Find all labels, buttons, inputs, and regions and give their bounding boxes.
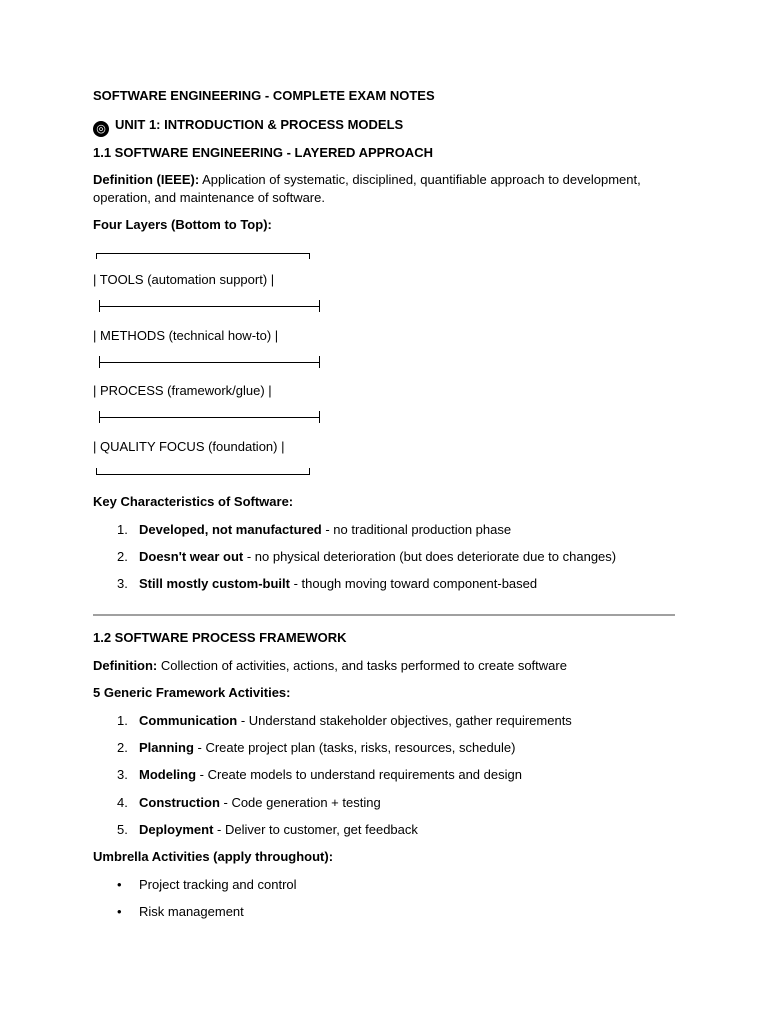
- target-icon: ◎: [93, 121, 109, 137]
- list-item-text: - no traditional production phase: [321, 522, 512, 537]
- box-bottom-border: [96, 474, 310, 475]
- box-separator-right: [319, 356, 320, 368]
- definition-line-2: operation, and maintenance of software.: [93, 190, 325, 205]
- list-number: 1.: [117, 713, 128, 728]
- definition-label: Definition (IEEE):: [93, 172, 200, 187]
- list-item-term: Communication: [139, 713, 238, 728]
- box-separator: [100, 362, 320, 363]
- list-item-text: - though moving toward component-based: [289, 576, 538, 591]
- list-item: [117, 549, 616, 565]
- layer-process: | PROCESS (framework/glue) |: [93, 383, 272, 398]
- list-item: [117, 576, 537, 592]
- bullet-item: [117, 877, 297, 893]
- box-top-left-corner: [96, 253, 97, 259]
- list-item: [117, 822, 418, 838]
- box-top-right-corner: [309, 253, 310, 259]
- activities-heading: 5 Generic Framework Activities:: [93, 685, 291, 700]
- box-separator-left: [99, 411, 100, 423]
- list-item: [117, 767, 522, 783]
- box-top-border: [96, 253, 310, 254]
- definition-text: Application of systematic, disciplined, quantifiable approach to development,: [199, 172, 641, 187]
- umbrella-heading: Umbrella Activities (apply throughout):: [93, 849, 334, 864]
- list-item-term: Doesn't wear out: [139, 549, 244, 564]
- document-title: SOFTWARE ENGINEERING - COMPLETE EXAM NOTES: [93, 88, 435, 103]
- section-heading-1-2: 1.2 SOFTWARE PROCESS FRAMEWORK: [93, 630, 347, 645]
- list-item: [117, 522, 511, 538]
- section-heading-1-1: 1.1 SOFTWARE ENGINEERING - LAYERED APPROACH: [93, 145, 433, 160]
- list-item-term: Developed, not manufactured: [139, 522, 322, 537]
- list-item-text: - Code generation + testing: [219, 795, 381, 810]
- bullet-text: Risk management: [139, 904, 244, 919]
- unit-heading: [93, 117, 403, 137]
- list-item: [117, 795, 381, 811]
- box-separator-left: [99, 300, 100, 312]
- list-item-term: Modeling: [139, 767, 197, 782]
- unit-heading-label: UNIT 1: INTRODUCTION & PROCESS MODELS: [115, 117, 404, 132]
- list-item: [117, 740, 515, 756]
- bullet-item: [117, 904, 244, 920]
- layer-methods: | METHODS (technical how-to) |: [93, 328, 279, 343]
- definition-line-1: [93, 172, 641, 188]
- definition-line: [93, 658, 567, 674]
- list-item-term: Planning: [139, 740, 194, 755]
- box-separator-left: [99, 356, 100, 368]
- box-separator-right: [319, 300, 320, 312]
- list-item: [117, 713, 572, 729]
- layer-tools: | TOOLS (automation support) |: [93, 272, 275, 287]
- layer-quality-focus: | QUALITY FOCUS (foundation) |: [93, 439, 285, 454]
- list-item-text: - Deliver to customer, get feedback: [213, 822, 418, 837]
- list-number: 3.: [117, 576, 128, 591]
- box-separator-right: [319, 411, 320, 423]
- list-item-text: - Understand stakeholder objectives, gather requirements: [237, 713, 572, 728]
- bullet-text: Project tracking and control: [139, 877, 297, 892]
- box-separator: [100, 417, 320, 418]
- bullet-icon: •: [117, 877, 122, 892]
- list-number: 2.: [117, 740, 128, 755]
- layers-heading: Four Layers (Bottom to Top):: [93, 217, 272, 232]
- box-bottom-left-corner: [96, 468, 97, 474]
- characteristics-heading: Key Characteristics of Software:: [93, 494, 294, 509]
- list-item-term: Deployment: [139, 822, 214, 837]
- list-number: 2.: [117, 549, 128, 564]
- bullet-icon: •: [117, 904, 122, 919]
- list-item-text: - no physical deterioration (but does deteriorate due to changes): [243, 549, 617, 564]
- list-item-term: Construction: [139, 795, 220, 810]
- box-separator: [100, 306, 320, 307]
- box-bottom-right-corner: [309, 468, 310, 474]
- list-item-term: Still mostly custom-built: [139, 576, 290, 591]
- list-item-text: - Create models to understand requirements and design: [196, 767, 522, 782]
- list-number: 5.: [117, 822, 128, 837]
- list-number: 1.: [117, 522, 128, 537]
- list-number: 4.: [117, 795, 128, 810]
- horizontal-divider: [93, 614, 675, 616]
- list-number: 3.: [117, 767, 128, 782]
- definition-label: Definition:: [93, 658, 158, 673]
- definition-text: Collection of activities, actions, and tasks performed to create software: [157, 658, 567, 673]
- list-item-text: - Create project plan (tasks, risks, resources, schedule): [193, 740, 516, 755]
